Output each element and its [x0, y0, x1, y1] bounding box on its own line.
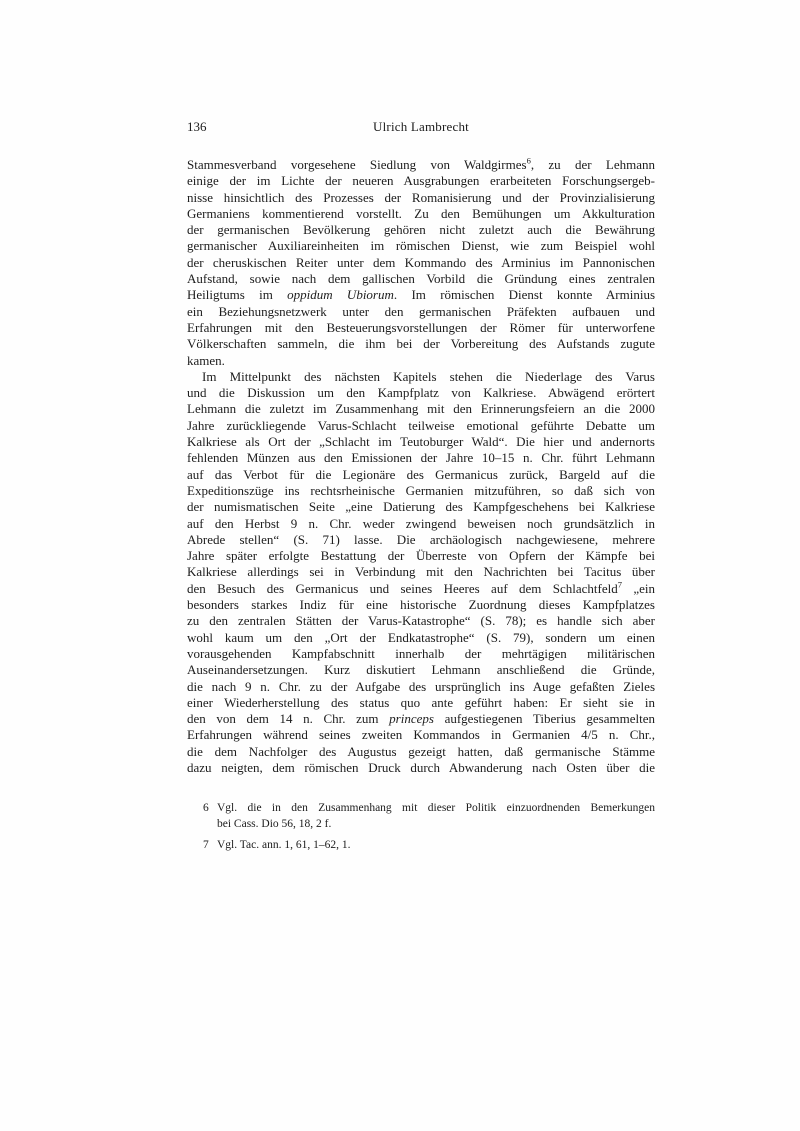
- text-segment: auf den Herbst 9 n. Chr. weder zwingend beweisen noch grundsätzlich in: [187, 515, 655, 531]
- text-line: [187, 760, 655, 776]
- text-line: [187, 695, 655, 711]
- text-line: [187, 744, 655, 760]
- text-line: [187, 581, 655, 597]
- text-line: [187, 564, 655, 580]
- text-segment: besonders starkes Indiz für eine historische Zuordnung dieses Kampfplatzes: [187, 597, 655, 613]
- text-segment: Vgl. die in den Zusammenhang mit dieser Politik einzuordnenden Bemerkungen: [217, 802, 655, 814]
- text-segment: den von dem 14 n. Chr. zum: [187, 711, 390, 727]
- page-header: [187, 119, 655, 135]
- footnote-number: 6: [203, 802, 209, 814]
- text-segment: Aufstand, sowie nach dem gallischen Vorbild die Gründung eines zentralen: [187, 271, 655, 287]
- text-line: [187, 206, 655, 222]
- text-line: [187, 679, 655, 695]
- text-segment: dazu neigten, dem römischen Druck durch Abwanderung nach Osten über die: [187, 759, 655, 775]
- text-segment: Völkerschaften sammeln, die ihm bei der Vorbereitung des Aufstands zugute: [187, 336, 655, 352]
- text-line: [187, 271, 655, 287]
- text-segment: Expeditionszüge ins rechtsrheinische Germanien mitzuführen, so daß sich von: [187, 482, 655, 498]
- text-line: [217, 800, 655, 816]
- text-line: [187, 336, 655, 352]
- italic-text: oppidum Ubiorum: [287, 287, 394, 303]
- text-segment: kamen.: [187, 352, 225, 368]
- text-line: [187, 711, 655, 727]
- text-line: [187, 450, 655, 466]
- text-segment: Kalkriese als Ort der „Schlacht im Teutoburger Wald“. Die hier und andernorts: [187, 434, 655, 450]
- text-segment: Abrede stellen“ (S. 71) lasse. Die archäologisch nachgewiesene, mehrere: [187, 531, 655, 547]
- text-segment: Lehmann die zuletzt im Zusammenhang mit den Erinnerungsfeiern an die 2000: [187, 401, 655, 417]
- text-line: [187, 646, 655, 662]
- text-line: [187, 173, 655, 189]
- text-segment: einer Wiederherstellung des status quo ante geführt haben: Er sieht sie in: [187, 694, 655, 710]
- text-segment: Auseinandersetzungen. Kurz diskutiert Lehmann anschließend die Gründe,: [187, 662, 655, 678]
- text-line: [187, 597, 655, 613]
- text-segment: die dem Nachfolger des Augustus gezeigt hatten, daß germanische Stämme: [187, 743, 655, 759]
- footnote-number: 7: [203, 839, 209, 851]
- italic-text: princeps: [389, 711, 434, 727]
- text-line: [187, 662, 655, 678]
- text-segment: Vgl. Tac. ann. 1, 61, 1–62, 1.: [217, 839, 351, 851]
- text-segment: den Besuch des Germanicus und seines Heeres auf dem Schlachtfeld: [187, 580, 618, 596]
- text-segment: Jahre zurückliegende Varus-Schlacht teilweise emotional geführte Debatte um: [187, 417, 655, 433]
- footnote-marker: 6: [526, 157, 531, 166]
- text-segment: nisse hinsichtlich des Prozesses der Romanisierung und der Provinzialisierung: [187, 189, 655, 205]
- text-segment: Germaniens kommentierend vorstellt. Zu den Bemühungen um Akkulturation: [187, 205, 655, 221]
- text-segment: der cheruskischen Reiter unter dem Kommando des Arminius im Pannonischen: [187, 254, 655, 270]
- text-line: [187, 157, 655, 173]
- text-line: [187, 304, 655, 320]
- text-line: [187, 287, 655, 303]
- text-line: [187, 516, 655, 532]
- text-segment: ein Beziehungsnetzwerk unter den germanischen Präfekten aufbauen und: [187, 303, 655, 319]
- text-segment: Jahre später erfolgte Bestattung der Überreste von Opfern der Kämpfe bei: [187, 548, 655, 564]
- paragraph: [187, 157, 655, 369]
- text-line: [187, 190, 655, 206]
- text-line: [187, 238, 655, 254]
- text-segment: einige der im Lichte der neueren Ausgrabungen erarbeiteten Forschungsergeb-: [187, 173, 655, 189]
- text-line: [187, 532, 655, 548]
- text-line: [187, 467, 655, 483]
- text-line: [187, 727, 655, 743]
- text-segment: und die Diskussion um den Kampfplatz von Kalkriese. Abwägend erörtert: [187, 385, 655, 401]
- text-segment: wohl kaum um den „Ort der Endkatastrophe“ (S. 79), sondern um einen: [187, 629, 655, 645]
- text-line: [187, 434, 655, 450]
- text-segment: bei Cass. Dio 56, 18, 2 f.: [217, 818, 332, 830]
- text-line: [187, 401, 655, 417]
- footnote: [187, 837, 655, 853]
- text-segment: auf das Verbot für die Legionäre des Germanicus zurück, Bargeld auf die: [187, 466, 655, 482]
- text-segment: Erfahrungen mit den Besteuerungsvorstellungen der Römer für unterworfene: [187, 319, 655, 335]
- page-number: 136: [187, 119, 207, 134]
- text-segment: die nach 9 n. Chr. zu der Aufgabe des ursprünglich ins Auge gefaßten Zieles: [187, 678, 655, 694]
- text-segment: . Im römischen Dienst konnte Arminius: [393, 287, 655, 303]
- text-line: [187, 499, 655, 515]
- footnote-marker: 7: [617, 580, 622, 590]
- text-segment: der germanischen Bevölkerung gehören nicht zuletzt auch die Bewährung: [187, 222, 655, 238]
- running-title: Ulrich Lambrecht: [373, 119, 469, 134]
- text-line: [187, 418, 655, 434]
- text-line: [187, 548, 655, 564]
- text-segment: der numismatischen Seite „eine Datierung des Kampfgeschehens bei Kalkriese: [187, 499, 655, 515]
- text-segment: Im Mittelpunkt des nächsten Kapitels stehen die Niederlage des Varus: [202, 368, 655, 384]
- text-line: [187, 483, 655, 499]
- text-line: [187, 385, 655, 401]
- text-line: [187, 222, 655, 238]
- text-segment: germanischer Auxiliareinheiten im römischen Dienst, wie zum Beispiel wohl: [187, 238, 655, 254]
- text-line: [217, 837, 655, 853]
- text-line: [187, 353, 655, 369]
- text-segment: fehlenden Münzen aus den Emissionen der Jahre 10–15 n. Chr. führt Lehmann: [187, 450, 655, 466]
- footnote: [187, 800, 655, 832]
- text-segment: vorausgehenden Kampfabschnitt innerhalb der mehrtägigen militärischen: [187, 645, 655, 661]
- text-segment: Erfahrungen während seines zweiten Kommandos in Germanien 4/5 n. Chr.,: [187, 727, 655, 743]
- text-segment: Heiligtums im: [187, 287, 288, 303]
- text-segment: Kalkriese allerdings sei in Verbindung mit den Nachrichten bei Tacitus über: [187, 564, 655, 580]
- text-segment: zu den zentralen Stätten der Varus-Katastrophe“ (S. 78); es handle sich aber: [187, 613, 655, 629]
- footnotes: [187, 800, 655, 858]
- text-line: [187, 320, 655, 336]
- text-line: [187, 255, 655, 271]
- text-line: [187, 630, 655, 646]
- text-segment: Stammesverband vorgesehene Siedlung von Waldgirmes: [187, 157, 527, 172]
- paragraph: [187, 369, 655, 776]
- text-line: [187, 613, 655, 629]
- text-line: [187, 369, 655, 385]
- text-line: [217, 816, 655, 832]
- text-segment: , zu der Lehmann: [530, 157, 655, 172]
- text-segment: „ein: [621, 580, 655, 596]
- text-segment: aufgestiegenen Tiberius gesammelten: [433, 711, 655, 727]
- body-text: [187, 157, 655, 776]
